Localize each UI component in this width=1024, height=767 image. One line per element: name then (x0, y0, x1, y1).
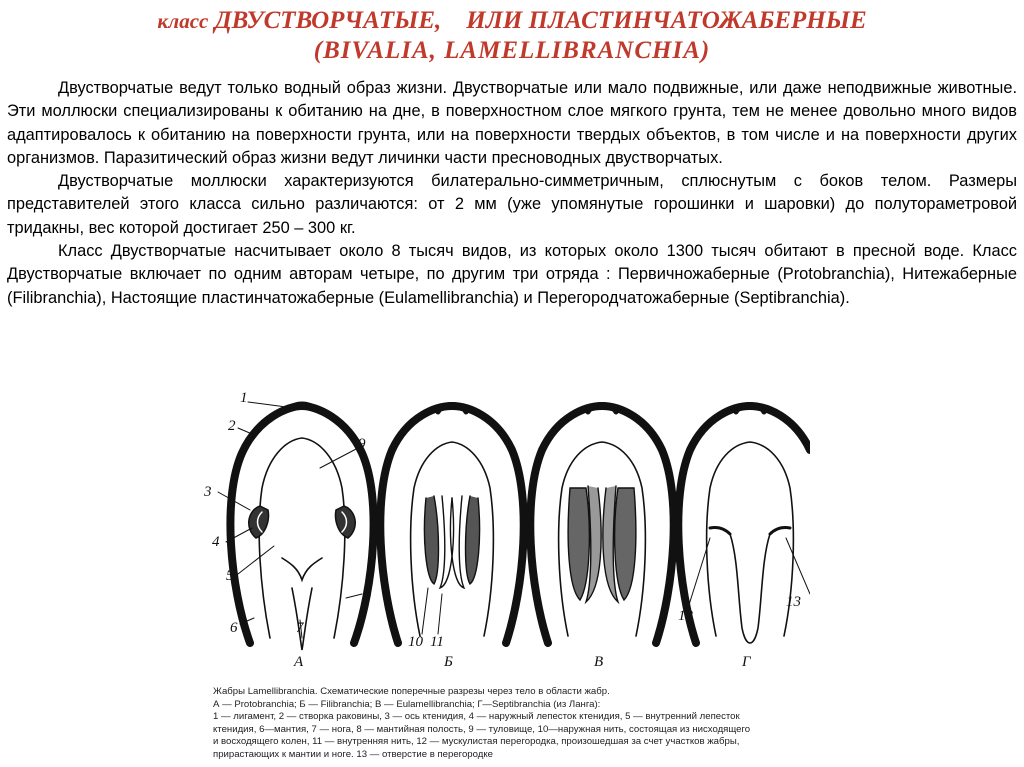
paragraph-1: Двустворчатые ведут только водный образ жизни. Двустворчатые или мало подвижные, или даже неподвижные животные. Эти моллюски специализированы к обитанию на дне, в поверхностном слое мягкого грунта, тем не менее довольно много видов адаптировалось к обитанию на поверхности грунта, или на поверхности твердых объектов, в том числе и на поверхности других организмов. Паразитический образ жизни ведут личинки части пресноводных двустворчатых. (7, 79, 1017, 167)
panel-label-a: А (294, 654, 304, 670)
label-4: 4 (212, 534, 220, 550)
panel-label-c: В (594, 654, 604, 670)
figure-caption (213, 686, 813, 762)
label-7: 7 (296, 620, 304, 636)
caption-line: ктенидия, 6—мантия, 7 — нога, 8 — мантийная полость, 9 — туловище, 10—наружная нить, состоящая из нисходящего (213, 723, 751, 735)
label-9: 9 (358, 436, 366, 452)
label-2: 2 (228, 418, 236, 434)
title-main: ДВУСТВОРЧАТЫЕ, ИЛИ ПЛАСТИНЧАТОЖАБЕРНЫЕ (214, 7, 867, 34)
paragraph-2: Двустворчатые моллюски характеризуются билатерально-симметричным, сплюснутым с боков телом. Размеры представителей этого класса сильно различаются: от 2 мм (уже упомянутые горошинки и шаровки) до полутораметровой тридакны, вес которой достигает 250 – 300 кг. (7, 172, 1017, 237)
panel-label-d: Г (742, 654, 751, 670)
label-3: 3 (204, 484, 212, 500)
panel-a-drawing (230, 404, 373, 650)
gills-figure (190, 388, 810, 688)
label-10: 10 (408, 634, 423, 650)
label-5: 5 (226, 568, 234, 584)
panel-label-b: Б (444, 654, 453, 670)
label-13: 13 (786, 594, 801, 610)
paragraph-3: Класс Двустворчатые насчитывает около 8 тысяч видов, из которых около 1300 тысяч обитают в пресной воде. Класс Двустворчатые включает по одним авторам четыре, по другим три отряда : Первичножаберные (Protobranchia), Нитежаберные (Filibranchia), Настоящие пластинчатожаберные (Eulamellibranchia) и Перегородчатожаберные (Septibranchia). (7, 242, 1017, 307)
caption-line: 1 — лигамент, 2 — створка раковины, 3 — ось ктенидия, 4 — наружный лепесток ктенидия, 5 — внутренний лепесток (213, 711, 740, 723)
caption-line: прирастающих к мантии и ноге. 13 — отверстие в перегородке (213, 748, 493, 760)
label-11: 11 (430, 634, 444, 650)
title-prefix: класс (157, 9, 209, 33)
caption-line: и восходящего колен, 11 — внутренняя нить, 12 — мускулистая перегородка, произошедшая за счет участков жабры, (213, 736, 740, 748)
caption-line: А — Protobranchia; Б — Filibranchia; В — Eulamellibranchia; Г—Septibranchia (из Ланга): (213, 698, 601, 710)
caption-line: Жабры Lamellibranchia. Схематические поперечные разрезы через тело в области жабр. (213, 686, 610, 697)
label-6: 6 (230, 620, 238, 636)
panel-c-drawing (530, 405, 673, 644)
label-1: 1 (240, 390, 248, 406)
gills-diagram (190, 388, 810, 688)
title-line-2: (BIVALIA, LAMELLIBRANCHIA) (313, 37, 711, 64)
body-text (7, 77, 1017, 310)
title-line-1 (0, 6, 1024, 36)
slide-title (0, 6, 1024, 65)
label-8: 8 (364, 586, 372, 602)
panel-b-drawing (380, 405, 523, 644)
label-12: 12 (678, 608, 693, 624)
